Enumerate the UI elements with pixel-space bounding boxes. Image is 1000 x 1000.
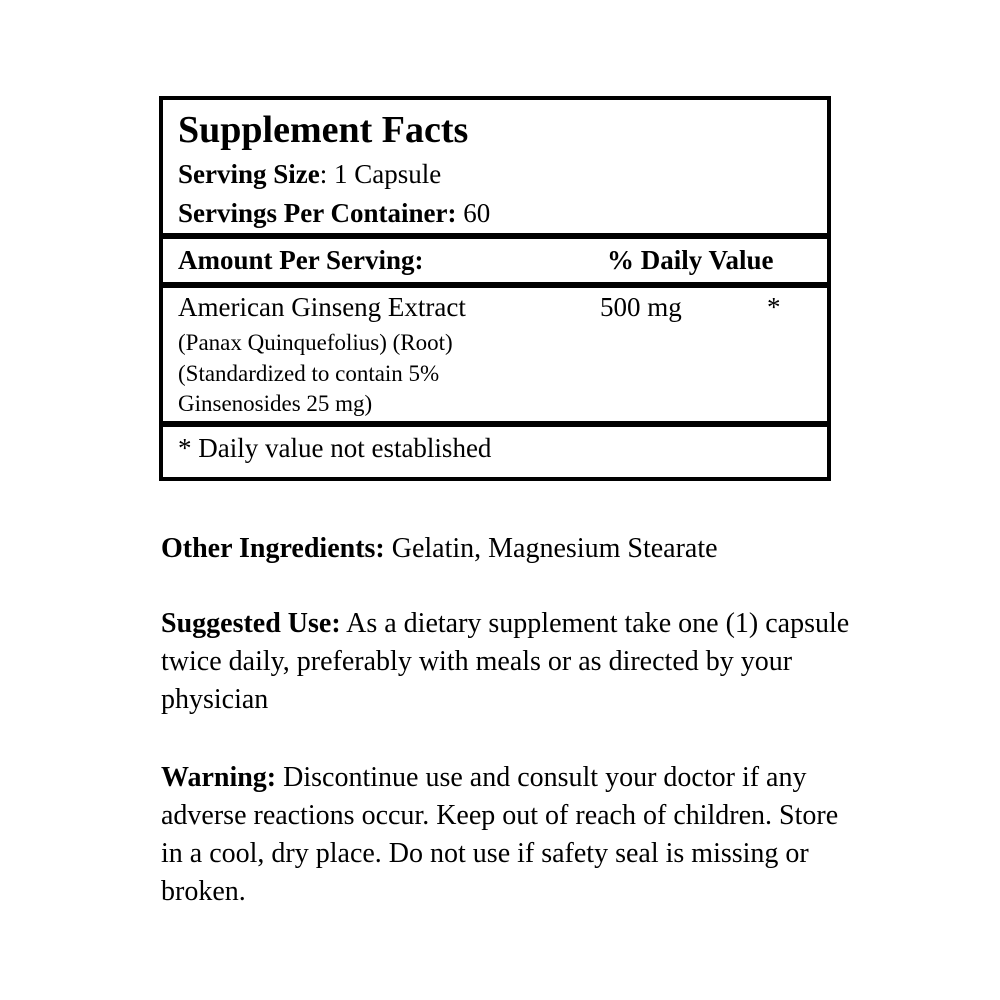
warning-text: Discontinue use and consult your doctor if any adverse reactions occur. Keep out of reach of children. Store in a cool, dry place. Do not use if safety seal is missing or broken.	[161, 762, 839, 907]
facts-title: Supplement Facts	[178, 109, 469, 151]
suggested-use-label: Suggested Use:	[161, 608, 341, 639]
servings-per-container-value: 60	[456, 198, 491, 228]
daily-value-footnote: * Daily value not established	[178, 433, 492, 463]
other-ingredients	[161, 530, 861, 568]
ingredient-amount: 500 mg	[600, 292, 682, 322]
daily-value-label: % Daily Value	[607, 245, 774, 275]
other-ingredients-label: Other Ingredients:	[161, 533, 385, 564]
servings-per-container	[178, 197, 490, 229]
warning-label: Warning:	[161, 762, 277, 793]
amount-header-row	[163, 239, 827, 282]
serving-size	[178, 158, 441, 190]
ingredient-detail: Ginsenosides 25 mg)	[178, 391, 373, 416]
suggested-use-text: As a dietary supplement take one (1) capsule twice daily, preferably with meals or as directed by your physician	[161, 608, 850, 715]
ingredient-row	[163, 288, 827, 420]
ingredient-daily-value: *	[767, 292, 781, 322]
ingredient-detail: (Panax Quinquefolius) (Root)	[178, 330, 453, 355]
facts-footer	[163, 427, 827, 477]
ingredient-detail: (Standardized to contain 5%	[178, 361, 440, 386]
serving-size-label: Serving Size	[178, 159, 320, 189]
serving-size-value: : 1 Capsule	[319, 159, 442, 189]
suggested-use	[161, 605, 861, 719]
ingredient-name: American Ginseng Extract	[178, 292, 466, 322]
amount-per-serving-label: Amount Per Serving:	[178, 245, 424, 275]
warning	[161, 759, 861, 911]
supplement-facts-panel	[159, 96, 831, 481]
facts-header	[163, 100, 827, 233]
servings-per-container-label: Servings Per Container:	[178, 198, 457, 228]
other-ingredients-text: Gelatin, Magnesium Stearate	[384, 533, 718, 564]
